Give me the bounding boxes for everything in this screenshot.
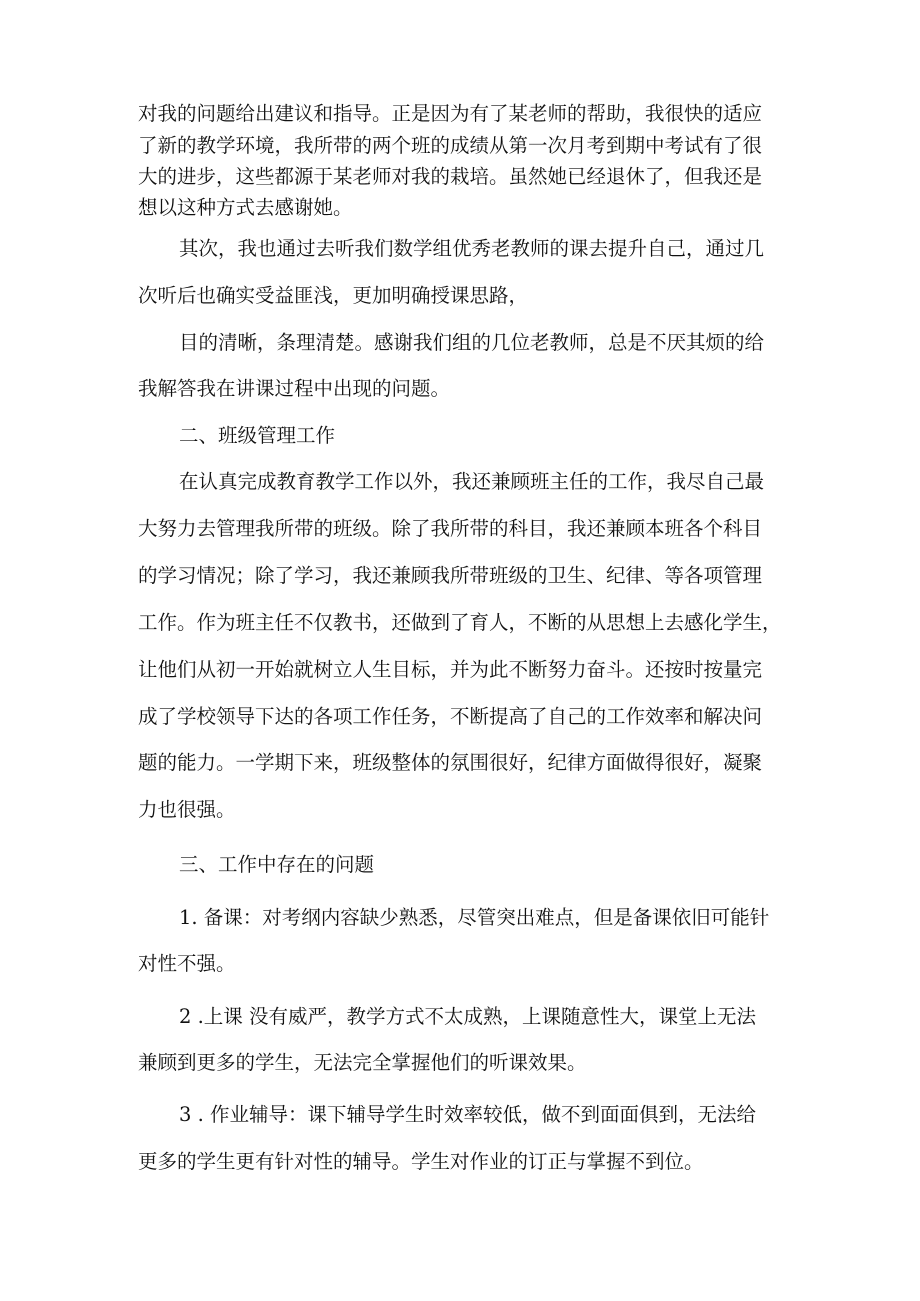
section-heading: 二、班级管理工作 (179, 424, 336, 447)
paragraph-line: 次听后也确实受益匪浅，更加明确授课思路， (138, 284, 529, 307)
paragraph-line: 3 . 作业辅导：课下辅导学生时效率较低，做不到面面俱到，无法给 (179, 1103, 757, 1126)
paragraph-line: 更多的学生更有针对性的辅导。学生对作业的订正与掌握不到位。 (138, 1150, 704, 1173)
paragraph-line: 题的能力。一学期下来，班级整体的氛围很好，纪律方面做得很好，凝聚 (138, 751, 763, 774)
paragraph-line: 其次，我也通过去听我们数学组优秀老教师的课去提升自己，通过几 (179, 237, 765, 260)
paragraph-line: 工作。作为班主任不仅教书，还做到了育人，不断的从思想上去感化学生， (138, 611, 782, 634)
paragraph-line: 目的清晰，条理清楚。感谢我们组的几位老教师，总是不厌其烦的给 (179, 331, 765, 354)
paragraph-line: 想以这种方式去感谢她。 (138, 196, 353, 219)
paragraph-line: 力也很强。 (138, 798, 236, 821)
paragraph-line: 我解答我在讲课过程中出现的问题。 (138, 377, 451, 400)
paragraph-line: 大的进步，这些都源于某老师对我的栽培。虽然她已经退休了，但我还是 (138, 165, 763, 188)
paragraph-line: 了新的教学环境，我所带的两个班的成绩从第一次月考到期中考试有了很 (138, 134, 763, 157)
paragraph-line: 让他们从初一开始就树立人生目标，并为此不断努力奋斗。还按时按量完 (138, 658, 763, 681)
paragraph-line: 在认真完成教育教学工作以外，我还兼顾班主任的工作，我尽自己最 (179, 470, 765, 493)
paragraph-line: 的学习情况；除了学习，我还兼顾我所带班级的卫生、纪律、等各项管理 (138, 564, 763, 587)
paragraph-line: 大努力去管理我所带的班级。除了我所带的科目，我还兼顾本班各个科目 (138, 517, 763, 540)
paragraph-line: 兼顾到更多的学生，无法完全掌握他们的听课效果。 (138, 1051, 587, 1074)
paragraph-line: 1. 备课：对考纲内容缺少熟悉，尽管突出难点，但是备课依旧可能针 (179, 906, 770, 929)
paragraph-line: 2 .上课 没有威严，教学方式不太成熟，上课随意性大，课堂上无法 (179, 1005, 757, 1028)
section-heading: 三、工作中存在的问题 (179, 853, 375, 876)
paragraph-line: 对性不强。 (138, 952, 236, 975)
paragraph-line: 对我的问题给出建议和指导。正是因为有了某老师的帮助，我很快的适应 (138, 102, 763, 125)
paragraph-line: 成了学校领导下达的各项工作任务，不断提高了自己的工作效率和解决问 (138, 705, 763, 728)
